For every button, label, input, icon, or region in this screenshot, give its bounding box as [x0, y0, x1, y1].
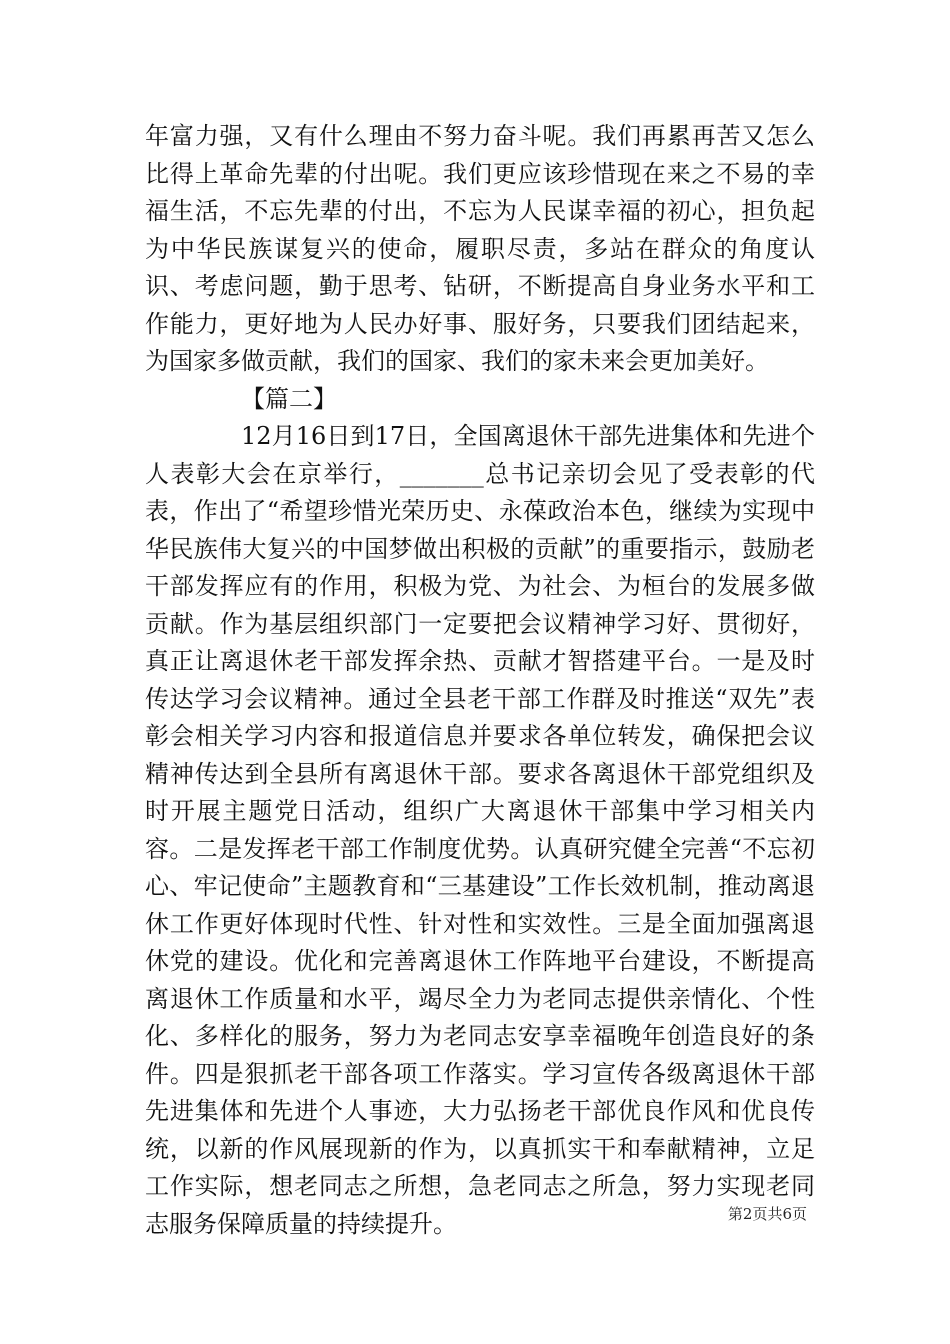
section-heading: 【篇二】 [241, 384, 337, 413]
paragraph-section-two: 12月16日到17日，全国离退休干部先进集体和先进个人表彰大会在京举行，_______总书记亲切会见了受表彰的代表，作出了“希望珍惜光荣历史、永葆政治本色，继续为实现中华民族伟大复兴的中国梦做出积极的贡献”的重要指示，鼓励老干部发挥应有的作用，积极为党、为社会、为桓台的发展多做贡献。作为基层组织部门一定要把会议精神学习好、贯彻好，真正让离退休老干部发挥余热、贡献才智搭建平台。一是及时传达学习会议精神。通过全县老干部工作群及时推送“双先”表彰会相关学习内容和报道信息并要求各单位转发，确保把会议精神传达到全县所有离退休干部。要求各离退休干部党组织及时开展主题党日活动，组织广大离退休干部集中学习相关内容。二是发挥老干部工作制度优势。认真研究健全完善“不忘初心、牢记使命”主题教育和“三基建设”工作长效机制，推动离退休工作更好体现时代性、针对性和实效性。三是全面加强离退休党的建设。优化和完善离退休工作阵地平台建设，不断提高离退休工作质量和水平，竭尽全力为老同志提供亲情化、个性化、多样化的服务，努力为老同志安享幸福晚年创造良好的条件。四是狠抓老干部各项工作落实。学习宣传各级离退休干部先进集体和先进个人事迹，大力弘扬老干部优良作风和优良传统，以新的作风展现新的作为，以真抓实干和奉献精神，立足工作实际，想老同志之所想，急老同志之所急，努力实现老同志服务保障质量的持续提升。 [145, 422, 815, 1238]
page-number: 第2页共6页 [727, 1205, 807, 1223]
paragraph-continuation: 年富力强，又有什么理由不努力奋斗呢。我们再累再苦又怎么比得上革命先辈的付出呢。我们更应该珍惜现在来之不易的幸福生活，不忘先辈的付出，不忘为人民谋幸福的初心，担负起为中华民族谋复兴的使命，履职尽责，多站在群众的角度认识、考虑问题，勤于思考、钻研，不断提高自身业务水平和工作能力，更好地为人民办好事、服好务，只要我们团结起来，为国家多做贡献，我们的国家、我们的家未来会更加美好。 [145, 122, 815, 375]
document-body [145, 118, 815, 1243]
